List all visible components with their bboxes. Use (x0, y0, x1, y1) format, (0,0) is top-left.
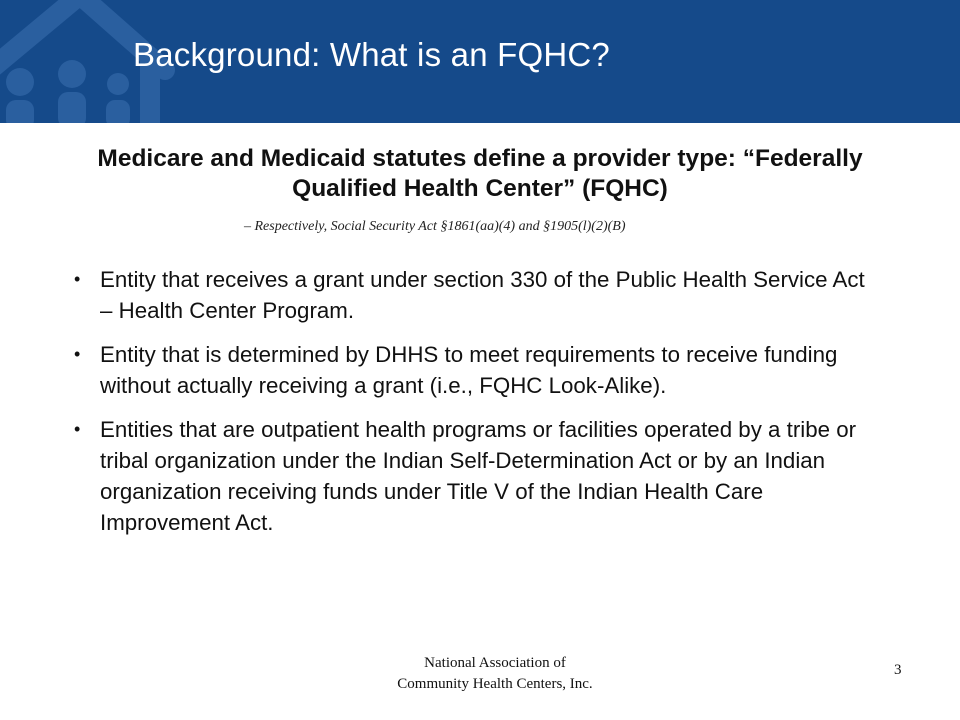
slide-title: Background: What is an FQHC? (133, 36, 610, 73)
bullet-marker: • (74, 419, 81, 439)
bullet-item (74, 264, 874, 326)
footer-organization: National Association of Community Health Centers, Inc. (397, 655, 593, 692)
bullet-text: Entity that is determined by DHHS to meet requirements to receive funding without actually receiving a grant (i.e., FQHC Look-Alike). (100, 342, 838, 398)
bullet-text: Entity that receives a grant under section 330 of the Public Health Service Act – Health Center Program. (100, 267, 865, 323)
page-number: 3 (894, 662, 902, 678)
definition-list (74, 264, 874, 551)
bullet-marker: • (74, 344, 81, 364)
title-banner (0, 0, 960, 123)
bullet-text: Entities that are outpatient health programs or facilities operated by a tribe or tribal organization under the Indian Self-Determination Act or by an Indian organization receiving funds under Title V of the Indian Health Care Improvement Act. (100, 417, 857, 535)
slide-subtitle: Medicare and Medicaid statutes define a provider type: “Federally Qualified Health Center” (FQHC) (97, 145, 863, 202)
bullet-item (74, 414, 874, 538)
bullet-marker: • (74, 269, 81, 289)
statute-citation: – Respectively, Social Security Act §1861(aa)(4) and §1905(l)(2)(B) (244, 219, 626, 234)
bullet-item (74, 339, 874, 401)
